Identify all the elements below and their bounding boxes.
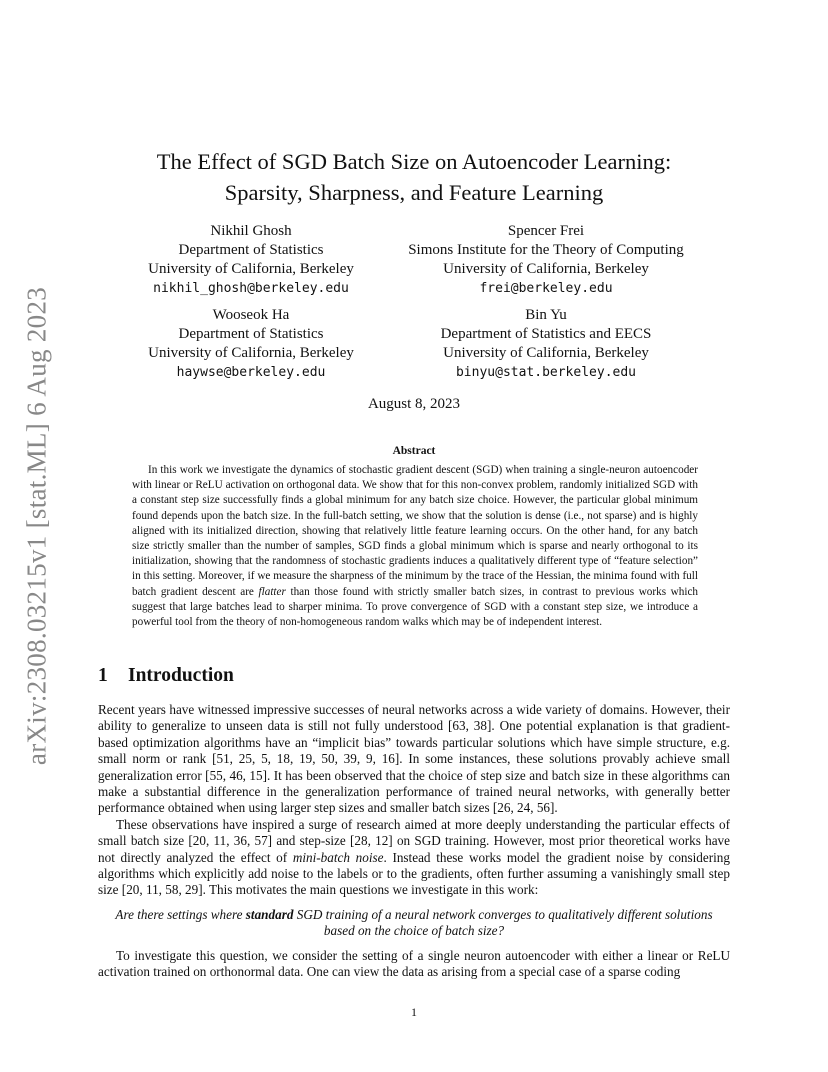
arxiv-identifier-stamp — [20, 285, 54, 767]
abstract-emphasis: flatter — [258, 585, 286, 598]
section-number: 1 — [98, 665, 108, 686]
intro-paragraph-1: Recent years have witnessed impressive successes of neural networks across a wide variety of domains. However, their ability to generalize to unseen data is still not fully understood [63, 38]. One potential explanation is that gradient-based optimization algorithms have an “implicit bias” towards particular solutions which have simple structure, e.g. small norm or rank [51, 25, 5, 18, 19, 50, 39, 9, 16]. In some instances, these solutions provably achieve small generalization error [55, 46, 15]. It has been observed that the choice of step size and batch size in these algorithms can make a substantial difference in the generalization performance of trained neural networks, with generally better performance obtained when using larger step sizes and smaller batch sizes [26, 24, 56]. — [98, 702, 730, 816]
author-affiliation: University of California, Berkeley — [148, 345, 354, 361]
intro-emphasis: mini-batch noise — [292, 849, 384, 865]
introduction-body — [98, 702, 730, 981]
paper-title — [0, 146, 828, 208]
abstract-heading: Abstract — [392, 445, 436, 457]
author-block-frei — [386, 222, 706, 298]
author-name: Bin Yu — [525, 307, 567, 323]
abstract-paragraph: In this work we investigate the dynamics of stochastic gradient descent (SGD) when training a single-neuron autoencoder with linear or ReLU activation on orthogonal data. We show that for this non-convex problem, randomly initialized SGD with a constant step size successfully finds a global minimum for any batch size choice. However, the particular global minimum found depends upon the batch size. In the full-batch setting, we show that the solution is dense (i.e., not sparse) and is highly aligned with its initialized direction, showing that relatively little feature learning occurs. On the other hand, for any batch size strictly smaller than the number of samples, SGD finds a global minimum which is sparse and nearly orthogonal to its initialization, showing that the randomness of stochastic gradients induces a qualitatively different type of “feature selection” in this setting. Moreover, if we measure the sharpness of the minimum by the trace of the Hessian, the minima found with full batch gradient descent are flatter than those found with strictly smaller batch sizes, in contrast to previous works which suggest that large batches lead to sharper minima. To prove convergence of SGD with a constant step size, we introduce a powerful tool from the theory of non-homogeneous random walks which may be of independent interest. — [132, 464, 699, 629]
research-question-emphasis: standard — [245, 906, 294, 922]
publication-date: August 8, 2023 — [367, 396, 461, 412]
arxiv-identifier-text: arXiv:2308.03215v1 [stat.ML] 6 Aug 2023 — [21, 286, 52, 766]
author-name: Wooseok Ha — [212, 307, 290, 323]
section-title: Introduction — [128, 665, 234, 686]
page-number: 1 — [411, 1005, 417, 1019]
title-line-1: The Effect of SGD Batch Size on Autoencoder Learning: — [156, 149, 672, 174]
author-email[interactable]: haywse@berkeley.edu — [176, 365, 326, 380]
author-block-yu — [386, 306, 706, 382]
intro-paragraph-3: To investigate this question, we consider the setting of a single neuron autoencoder with either a linear or ReLU activation trained on orthonormal data. One can view the data as arising from a special case of a sparse coding — [98, 947, 730, 980]
intro-paragraph-2: These observations have inspired a surge of research aimed at more deeply understanding the particular effects of small batch size [20, 11, 36, 57] and step-size [28, 12] on SGD training. However, most prior theoretical works have not directly analyzed the effect of mini-batch noise. Instead these works model the gradient noise by considering algorithms which explicitly add noise to the labels or to the gradients, often further assuming a vanishingly small step size [20, 11, 58, 29]. This motivates the main questions we investigate in this work: — [98, 816, 730, 898]
author-department: Department of Statistics and EECS — [440, 326, 652, 342]
author-affiliation: University of California, Berkeley — [148, 261, 354, 277]
author-department: Department of Statistics — [178, 326, 324, 342]
author-affiliation: University of California, Berkeley — [443, 345, 649, 361]
section-heading-introduction — [98, 665, 234, 687]
research-question: Are there settings where standard SGD training of a neural network converges to qualitatively different solutions based on the choice of batch size? — [115, 906, 713, 939]
author-block-ha — [116, 306, 386, 382]
author-email[interactable]: nikhil_ghosh@berkeley.edu — [153, 281, 349, 296]
author-email[interactable]: binyu@stat.berkeley.edu — [455, 365, 636, 380]
title-line-2: Sparsity, Sharpness, and Feature Learning — [224, 180, 604, 205]
author-email[interactable]: frei@berkeley.edu — [479, 281, 613, 296]
author-block-ghosh — [116, 222, 386, 298]
author-affiliation: University of California, Berkeley — [443, 261, 649, 277]
author-name: Spencer Frei — [507, 223, 585, 239]
author-name: Nikhil Ghosh — [210, 223, 292, 239]
author-department: Department of Statistics — [178, 242, 324, 258]
author-department: Simons Institute for the Theory of Computing — [408, 242, 684, 258]
abstract-body — [132, 463, 698, 630]
